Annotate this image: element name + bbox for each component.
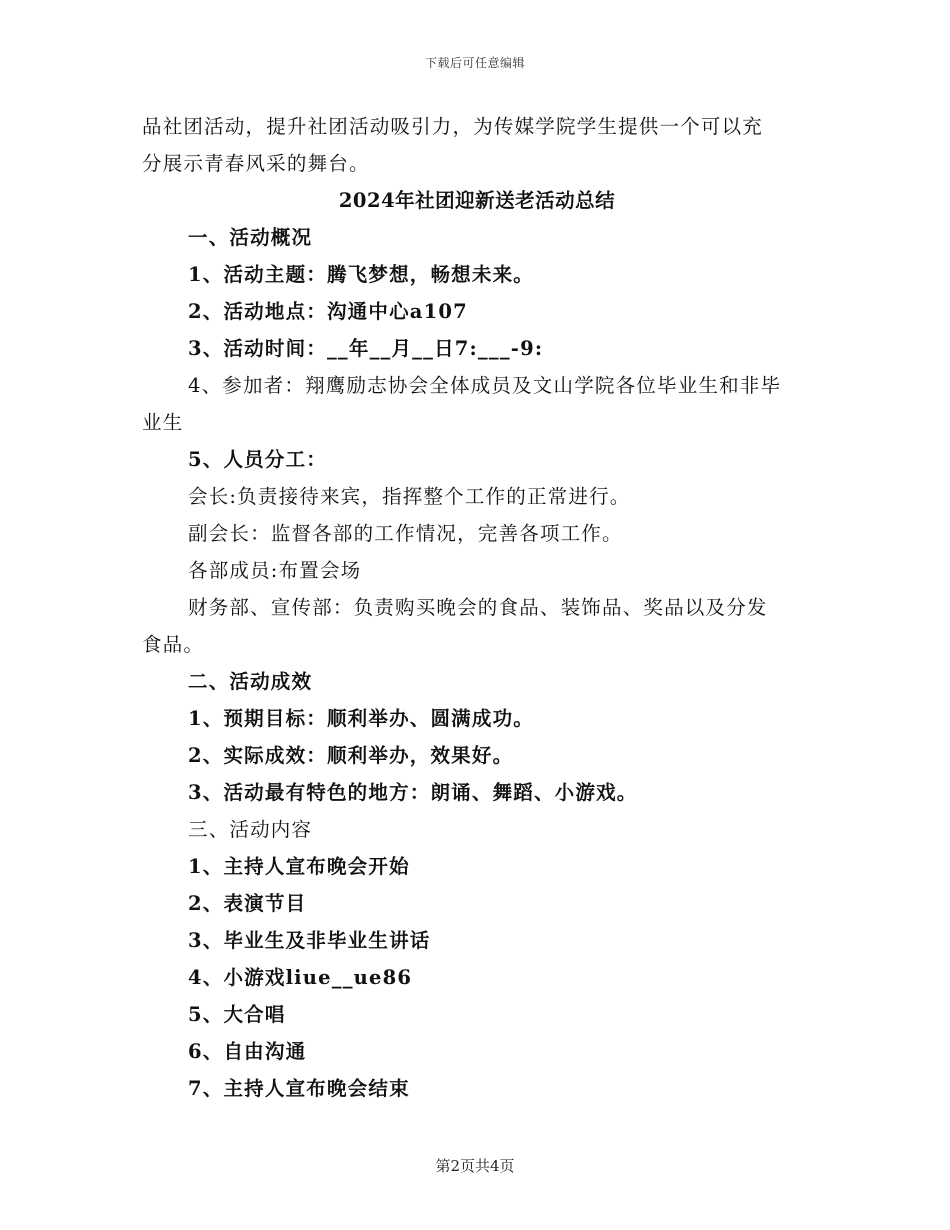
staff-finance-publicity: 财务部、宣传部：负责购买晚会的食品、装饰品、奖品以及分发	[188, 596, 768, 619]
paragraph-continuation-line: 分展示青春风采的舞台。	[142, 152, 370, 175]
item-time: 3、活动时间：__年__月__日7:___-9:	[188, 337, 544, 360]
content-item: 2、表演节目	[188, 892, 307, 915]
document-body	[142, 108, 812, 1107]
content-item: 7、主持人宣布晚会结束	[188, 1077, 410, 1100]
item-theme: 1、活动主题：腾飞梦想，畅想未来。	[188, 263, 534, 286]
item-highlights: 3、活动最有特色的地方：朗诵、舞蹈、小游戏。	[188, 781, 638, 804]
section-heading-overview: 一、活动概况	[188, 226, 313, 249]
item-staff-assignment: 5、人员分工：	[188, 448, 327, 471]
page-number: 第2页共4页	[435, 1157, 515, 1175]
content-item: 5、大合唱	[188, 1003, 286, 1026]
item-expected-goal: 1、预期目标：顺利举办、圆满成功。	[188, 707, 534, 730]
item-participants: 4、参加者：翔鹰励志协会全体成员及文山学院各位毕业生和非毕	[188, 374, 782, 397]
staff-president: 会长:负责接待来宾，指挥整个工作的正常进行。	[188, 485, 631, 508]
paragraph-continuation-line: 品社团活动，提升社团活动吸引力，为传媒学院学生提供一个可以充	[142, 115, 764, 138]
staff-finance-publicity-continued: 食品。	[142, 633, 205, 656]
content-item: 1、主持人宣布晚会开始	[188, 855, 410, 878]
staff-department-members: 各部成员:布置会场	[188, 559, 362, 582]
section-heading-results: 二、活动成效	[188, 670, 313, 693]
item-location: 2、活动地点：沟通中心a107	[188, 300, 468, 323]
content-item: 3、毕业生及非毕业生讲话	[188, 929, 431, 952]
page-header: 下载后可任意编辑	[424, 56, 525, 70]
staff-vice-president: 副会长：监督各部的工作情况，完善各项工作。	[188, 522, 623, 545]
document-title: 2024年社团迎新送老活动总结	[338, 189, 616, 212]
content-item: 4、小游戏liue__ue86	[188, 966, 413, 989]
content-item: 6、自由沟通	[188, 1040, 307, 1063]
item-actual-result: 2、实际成效：顺利举办，效果好。	[188, 744, 514, 767]
item-participants-continued: 业生	[142, 411, 184, 434]
section-heading-content: 三、活动内容	[188, 818, 313, 841]
